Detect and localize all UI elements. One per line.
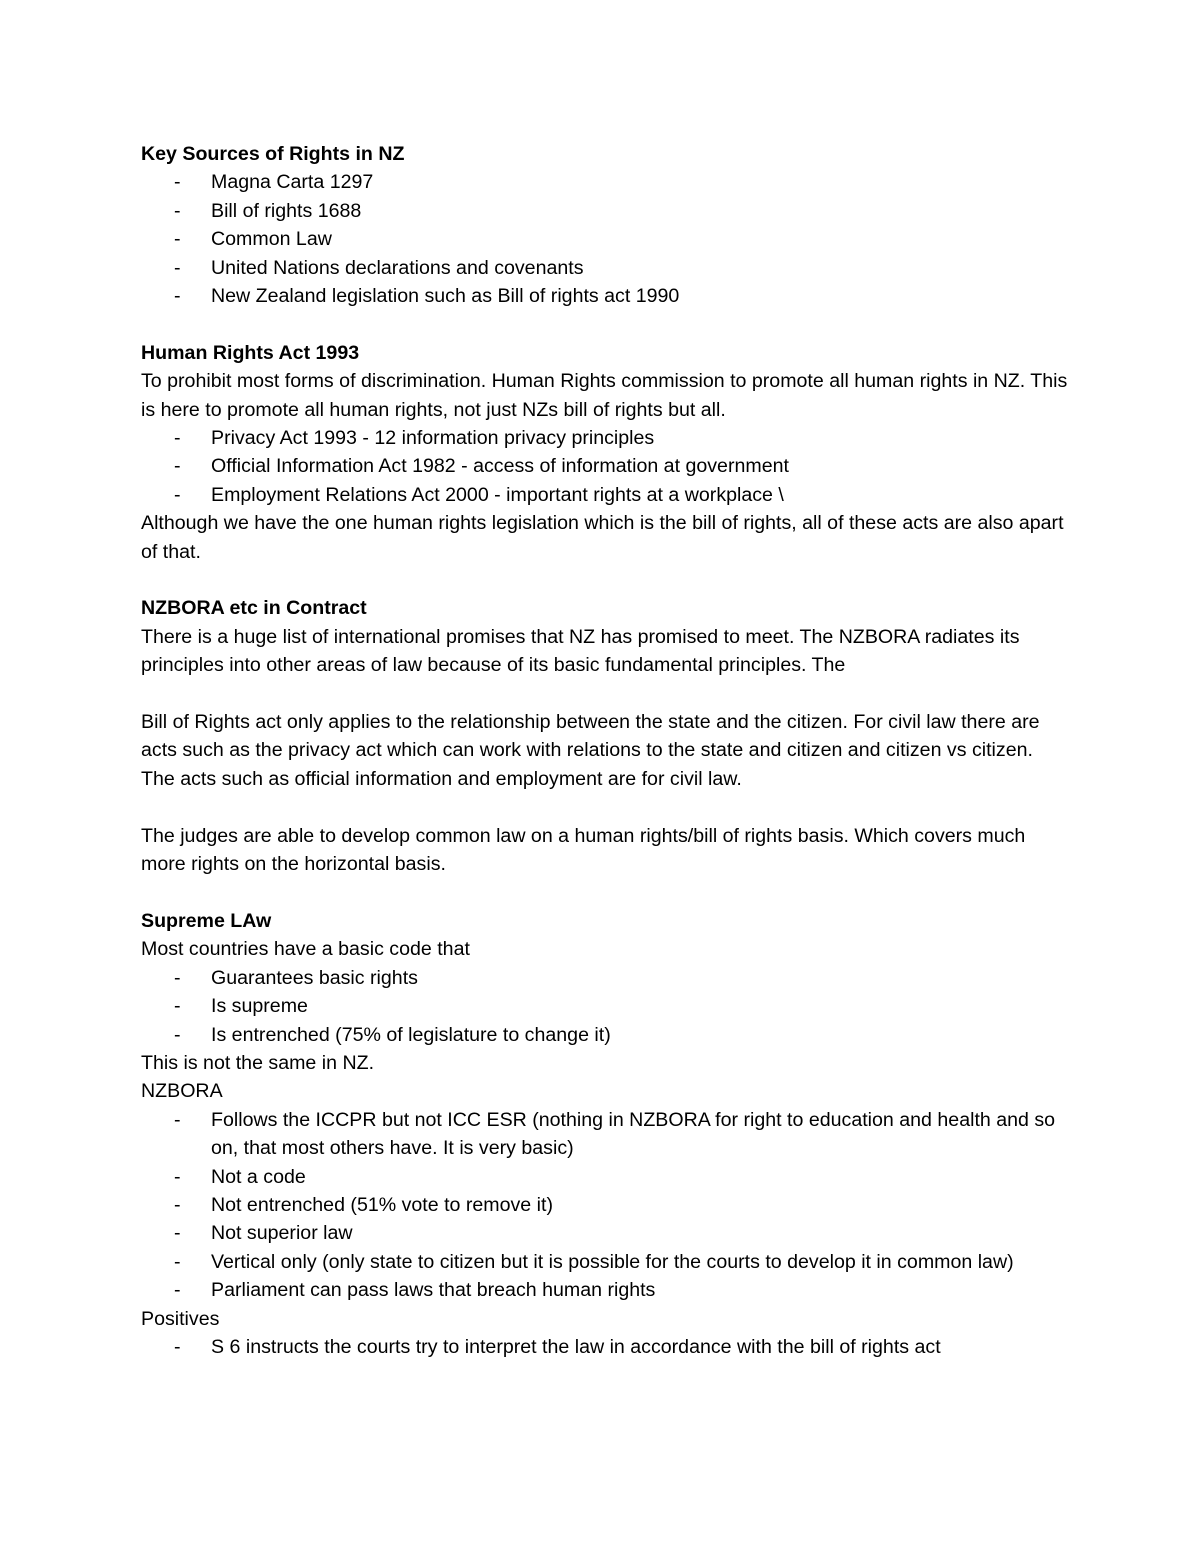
list-item: - Common Law xyxy=(141,225,1071,253)
document-content xyxy=(141,140,1071,1361)
spacer xyxy=(141,793,1071,821)
dash-marker: - xyxy=(174,1023,181,1046)
list-item: - Guarantees basic rights xyxy=(141,964,1071,992)
list-item: - Employment Relations Act 2000 - important rights at a workplace \ xyxy=(141,481,1071,509)
list-item: - Official Information Act 1982 - access of information at government xyxy=(141,452,1071,480)
section-heading-human-rights-act: Human Rights Act 1993 xyxy=(141,341,360,364)
list-item: - Not a code xyxy=(141,1163,1071,1191)
dash-marker: - xyxy=(174,995,181,1018)
spacer xyxy=(141,879,1071,907)
basic-code-list xyxy=(141,964,1071,1049)
dash-marker: - xyxy=(174,966,181,989)
list-item: - Is supreme xyxy=(141,992,1071,1020)
human-rights-acts-list xyxy=(141,424,1071,509)
dash-marker: - xyxy=(174,427,181,450)
list-item: - United Nations declarations and covenants xyxy=(141,254,1071,282)
spacer xyxy=(141,310,1071,338)
dash-marker: - xyxy=(174,1335,181,1358)
dash-marker: - xyxy=(174,1108,181,1131)
section-heading-supreme-law: Supreme LAw xyxy=(141,909,272,932)
list-item: - Is entrenched (75% of legislature to change it) xyxy=(141,1021,1071,1049)
paragraph: Bill of Rights act only applies to the relationship between the state and the citizen. For civil law there are acts such as the privacy act which can work with relations to the state and citizen and citizen vs citizen. The acts such as official information and employment are for civil law. xyxy=(141,711,1040,790)
subheading-nzbora: NZBORA xyxy=(141,1080,223,1103)
section-heading-nzbora-contract: NZBORA etc in Contract xyxy=(141,597,367,620)
section-heading-key-sources: Key Sources of Rights in NZ xyxy=(141,143,405,165)
paragraph: To prohibit most forms of discrimination. Human Rights commission to promote all human rights in NZ. This is here to promote all human rights, not just NZs bill of rights but all. xyxy=(141,370,1068,421)
list-item: - Bill of rights 1688 xyxy=(141,197,1071,225)
list-item: - New Zealand legislation such as Bill of rights act 1990 xyxy=(141,282,1071,310)
dash-marker: - xyxy=(174,285,181,308)
dash-marker: - xyxy=(174,228,181,251)
positives-label: Positives xyxy=(141,1307,220,1330)
paragraph: There is a huge list of international promises that NZ has promised to meet. The NZBORA radiates its principles into other areas of law because of its basic fundamental principles. The xyxy=(141,625,1020,677)
dash-marker: - xyxy=(174,1279,181,1302)
list-item: - Privacy Act 1993 - 12 information privacy principles xyxy=(141,424,1071,452)
paragraph: This is not the same in NZ. xyxy=(141,1051,375,1074)
dash-marker: - xyxy=(174,1165,181,1188)
positives-list xyxy=(141,1333,1071,1361)
paragraph: Most countries have a basic code that xyxy=(141,938,470,961)
spacer xyxy=(141,680,1071,708)
dash-marker: - xyxy=(174,455,181,478)
nzbora-list xyxy=(141,1106,1071,1305)
dash-marker: - xyxy=(174,1222,181,1245)
dash-marker: - xyxy=(174,171,181,194)
list-item: - Vertical only (only state to citizen but it is possible for the courts to develop it in common law) xyxy=(141,1248,1071,1276)
key-sources-list xyxy=(141,168,1071,310)
paragraph: The judges are able to develop common law on a human rights/bill of rights basis. Which covers much more rights on the horizontal basis. xyxy=(141,824,1026,876)
paragraph: Although we have the one human rights legislation which is the bill of rights, all of these acts are also apart of that. xyxy=(141,512,1064,563)
dash-marker: - xyxy=(174,1193,181,1216)
dash-marker: - xyxy=(174,1250,181,1273)
dash-marker: - xyxy=(174,483,181,506)
list-item: - S 6 instructs the courts try to interpret the law in accordance with the bill of rights act xyxy=(141,1333,1071,1361)
list-item: - Not superior law xyxy=(141,1219,1071,1247)
spacer xyxy=(141,566,1071,594)
dash-marker: - xyxy=(174,199,181,222)
list-item: - Parliament can pass laws that breach human rights xyxy=(141,1276,1071,1304)
list-item: - Magna Carta 1297 xyxy=(141,168,1071,196)
list-item: - Follows the ICCPR but not ICC ESR (nothing in NZBORA for right to education and health and so on, that most others have. It is very basic) xyxy=(141,1106,1071,1163)
list-item: - Not entrenched (51% vote to remove it) xyxy=(141,1191,1071,1219)
dash-marker: - xyxy=(174,256,181,279)
